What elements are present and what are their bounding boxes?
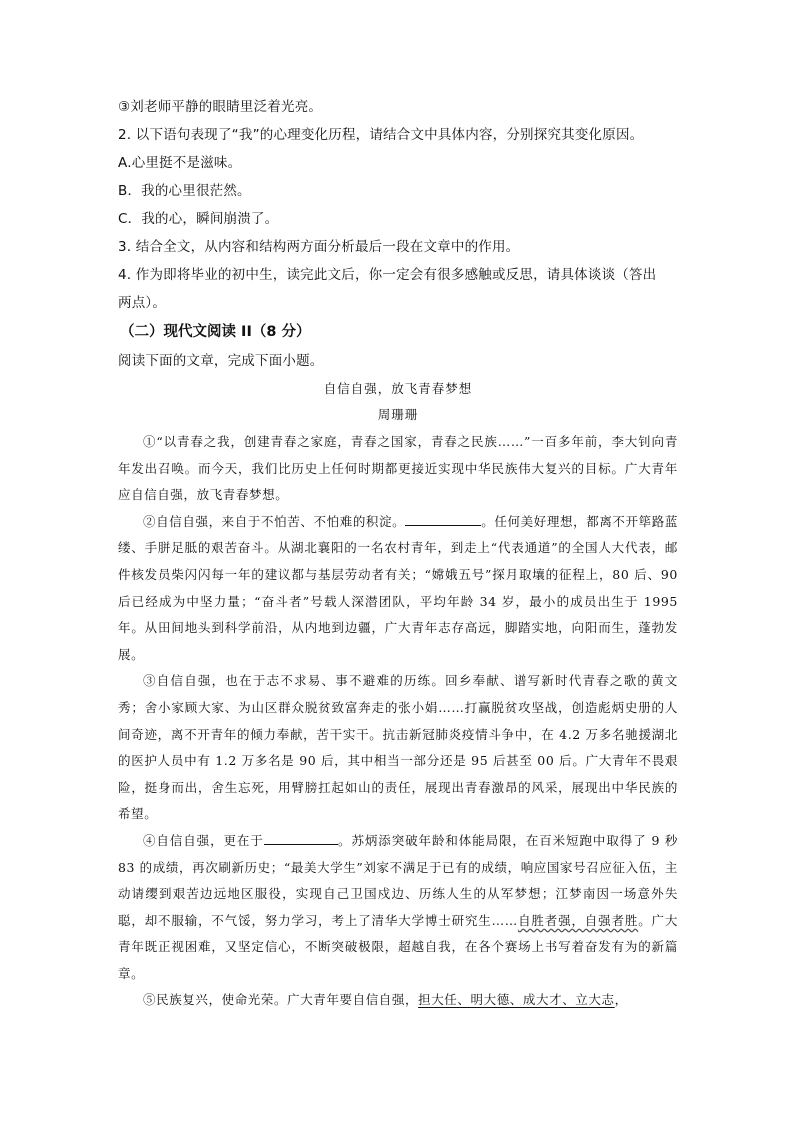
question-2-option-c: C．我的心，瞬间崩溃了。 [118,211,279,227]
question-4-line-1: 4. 作为即将毕业的初中生，读完此文后，你一定会有很多感触或反思，请具体谈谈（答出 [118,267,657,283]
paragraph-2-start: ②自信自强，来自于不怕苦、不怕难的积淀。 [143,513,406,529]
question-2-option-b: B．我的心里很茫然。 [118,183,251,199]
paragraph-4-end: 。广大青年既正视困难，又坚定信心，不断突破极限，超越自我，在各个赛场上书写着奋发有为的新篇章。 [118,912,678,981]
underlined-phrase: 担大任、明大德、成大才、立大志 [418,992,615,1008]
document-page [118,93,678,1014]
paragraph-4-middle: 。苏炳添突破年龄和体能局限，在百米短跑中取得了 9 秒 83 的成绩，再次刷新历史；“最美大学生”刘家不满足于已有的成绩，响应国家号召应征入伍，主动请缨到艰苦边远地区服役，实现自己卫国戍边、历练人生的从军梦想；江梦南因一场意外失聪，却不服输，不气馁，努力学习，考上了清华大学博士研究生…… [118,832,678,928]
question-3: 3. 结合全文，从内容和结构两方面分析最后一段在文章中的作用。 [118,239,520,255]
question-4-line-2: 两点）。 [118,295,167,311]
paragraph-4-start: ④自信自强，更在于 [143,832,264,848]
section-title: （二）现代文阅读 II（8 分） [120,324,311,340]
article-paragraph-4 [118,828,678,988]
fill-blank-2 [264,832,338,845]
paragraph-2-rest: 。任何美好理想，都离不开筚路蓝缕、手胼足胝的艰苦奋斗。从湖北襄阳的一名农村青年，到走上“代表通道”的全国人大代表，邮件核发员柴闪闪每一年的建议都与基层劳动者有关；“嫦娥五号”探月取壤的征程上，80 后、90 后已经成为中坚力量；“奋斗者”号载人深潜团队，平均年龄 34 岁，最小的成员出生于 1995 年。从田间地头到科学前沿，从内地到边疆，广大青年志存高远，脚踏实地，向阳而生，蓬勃发展。 [118,513,678,662]
article-title: 自信自强，放飞青春梦想 [323,381,473,396]
article-paragraph-1: ①“以青春之我，创建青春之家庭，青春之国家，青春之民族……”一百多年前，李大钊向青年发出召唤。而今天，我们比历史上任何时期都更接近实现中华民族伟大复兴的目标。广大青年应自信自强，放飞青春梦想。 [118,434,678,503]
article-paragraph-5 [118,987,678,1014]
article-author: 周珊珊 [377,407,419,422]
question-1-item-3: ③刘老师平静的眼睛里泛着光亮。 [118,99,323,115]
article-paragraph-3: ③自信自强，也在于志不求易、事不避难的历练。回乡奉献、谱写新时代青春之歌的黄文秀；舍小家顾大家、为山区群众脱贫致富奔走的张小娟……打赢脱贫攻坚战，创造彪炳史册的人间奇迹，离不开青年的倾力奉献，苦干实干。抗击新冠肺炎疫情斗争中，在 4.2 万多名驰援湖北的医护人员中有 1.2 万多名是 90 后，其中相当一部分还是 95 后甚至 00 后。广大青年不畏艰险，挺身而出，舍生忘死，用臂膀扛起如山的责任，展现出青春激昂的风采，展现出中华民族的希望。 [118,673,678,822]
question-2: 2. 以下语句表现了“我”的心理变化历程，请结合文中具体内容，分别探究其变化原因。 [118,127,644,143]
wavy-underlined-phrase: 自胜者强，自强者胜 [517,912,639,928]
paragraph-5-end: ， [614,992,628,1008]
paragraph-5-start: ⑤民族复兴，使命光荣。广大青年要自信自强， [143,992,419,1008]
question-2-option-a: A.心里挺不是滋味。 [118,155,242,171]
fill-blank-1 [405,513,481,526]
section-instruction: 阅读下面的文章，完成下面小题。 [118,353,324,369]
article-paragraph-2 [118,509,678,669]
